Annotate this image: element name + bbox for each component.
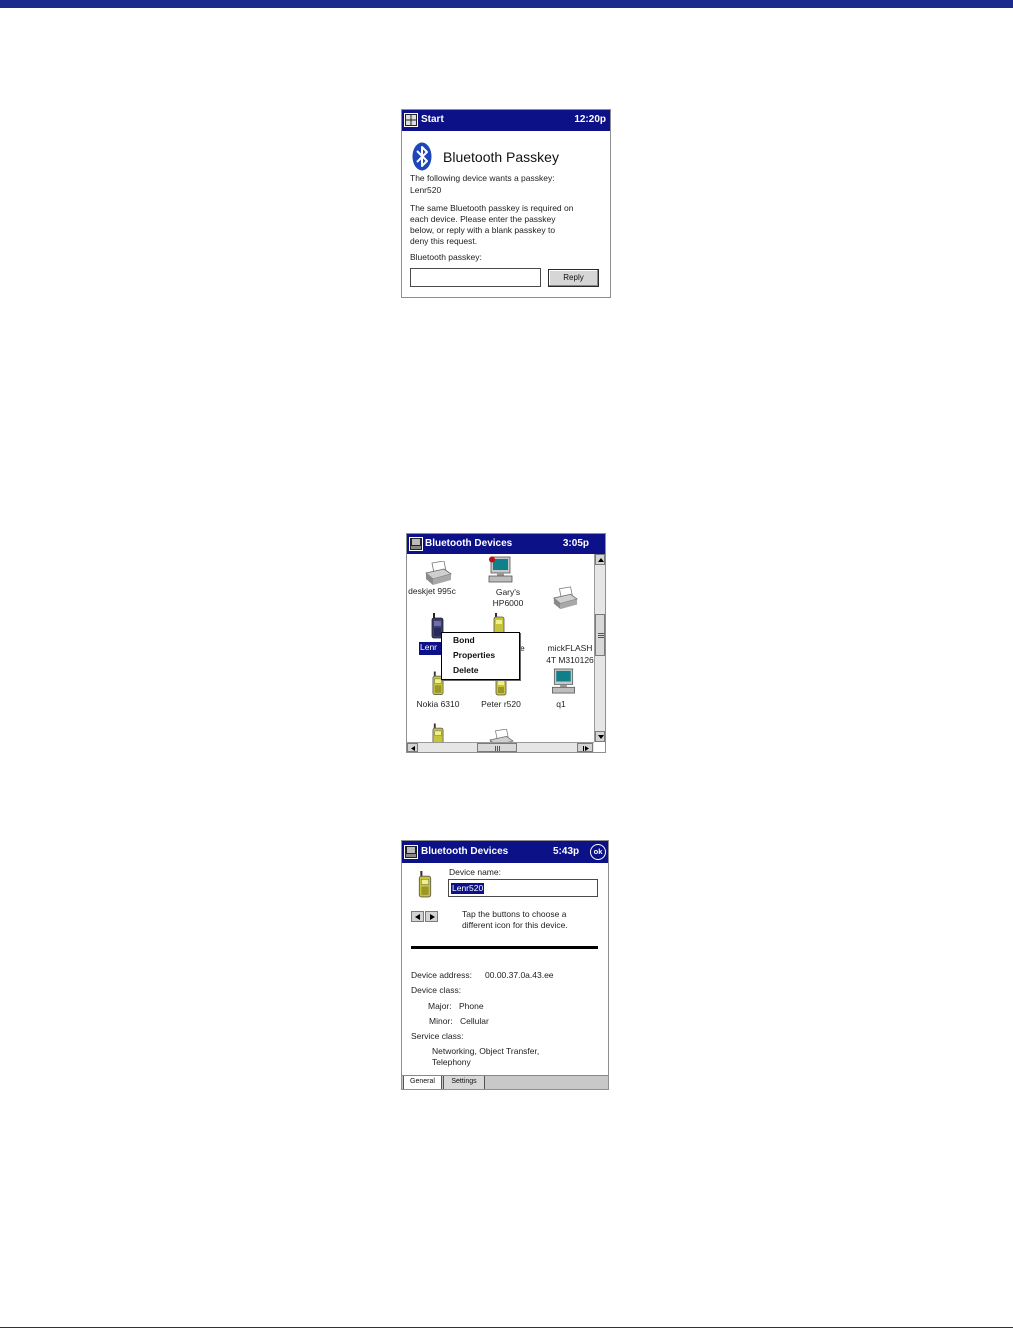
- properties-screenshot: [401, 840, 609, 1090]
- next-icon-button[interactable]: [425, 911, 438, 922]
- start-title[interactable]: Start: [421, 114, 444, 125]
- devices-icon[interactable]: [404, 845, 418, 859]
- page-header-bar: [0, 0, 1013, 8]
- context-menu: [441, 632, 520, 680]
- device-address-value: 00.00.37.0a.43.ee: [485, 970, 554, 980]
- device-label[interactable]: deskjet 995c: [408, 586, 456, 596]
- device-label[interactable]: Peter r520: [481, 699, 521, 709]
- printer-icon[interactable]: [424, 561, 452, 586]
- device-name-label: Device name:: [449, 867, 501, 877]
- major-class-value: Phone: [459, 1001, 484, 1011]
- menu-item-bond[interactable]: Bond: [453, 635, 475, 645]
- arrow-left-icon: [415, 914, 420, 920]
- window-title[interactable]: Bluetooth Devices: [425, 538, 513, 549]
- device-class-label: Device class:: [411, 985, 462, 995]
- scroll-thumb[interactable]: [595, 614, 605, 656]
- reply-button[interactable]: Reply: [548, 269, 599, 287]
- device-label[interactable]: HP6000: [492, 598, 524, 608]
- devices-screenshot: [406, 533, 606, 753]
- devices-icon[interactable]: [409, 537, 423, 551]
- scroll-right-button[interactable]: [577, 743, 593, 752]
- scroll-up-button[interactable]: [595, 554, 605, 565]
- ok-button[interactable]: ok: [590, 844, 606, 860]
- arrow-right-icon: [583, 746, 589, 751]
- menu-item-delete[interactable]: Delete: [453, 665, 479, 675]
- clock-time[interactable]: 12:20p: [574, 114, 606, 125]
- selected-device-label[interactable]: Lenr: [419, 642, 441, 655]
- major-class-label: Major:: [428, 1001, 452, 1011]
- bluetooth-icon: [412, 142, 432, 171]
- passkey-input[interactable]: [410, 268, 541, 287]
- icon-hint-line: Tap the buttons to choose a: [462, 909, 567, 919]
- device-name-field[interactable]: [448, 879, 598, 897]
- grip-icon: [495, 746, 500, 751]
- clock-time[interactable]: 5:43p: [553, 846, 580, 857]
- instructions-line: deny this request.: [410, 236, 478, 246]
- service-class-value: Telephony: [432, 1057, 471, 1067]
- device-label[interactable]: Gary's: [495, 587, 521, 597]
- icon-hint-line: different icon for this device.: [462, 920, 568, 930]
- device-label[interactable]: e: [520, 643, 525, 653]
- previous-icon-button[interactable]: [411, 911, 424, 922]
- scroll-thumb[interactable]: [477, 743, 517, 752]
- device-name-value: Lenr520: [452, 883, 484, 893]
- window-title[interactable]: Bluetooth Devices: [421, 846, 509, 857]
- device-label[interactable]: 4T M310126: [546, 655, 594, 665]
- computer-icon[interactable]: [551, 668, 576, 695]
- clock-time[interactable]: 3:05p: [562, 538, 589, 549]
- phone-icon: [417, 871, 433, 898]
- scroll-left-button[interactable]: [407, 743, 418, 752]
- arrow-up-icon: [598, 558, 604, 562]
- service-class-value: Networking, Object Transfer,: [432, 1046, 540, 1056]
- minor-class-label: Minor:: [429, 1016, 453, 1026]
- device-label[interactable]: q1: [556, 699, 566, 709]
- menu-item-properties[interactable]: Properties: [453, 650, 496, 660]
- start-flag-icon[interactable]: [404, 113, 418, 127]
- tab-general[interactable]: General: [403, 1076, 442, 1090]
- title-bar: [407, 534, 605, 554]
- vertical-scrollbar[interactable]: [594, 554, 605, 742]
- computer-icon[interactable]: [488, 556, 513, 584]
- horizontal-scrollbar[interactable]: [407, 742, 594, 752]
- arrow-right-icon: [430, 914, 435, 920]
- printer-icon[interactable]: [552, 586, 578, 611]
- tab-bar: [402, 1075, 608, 1090]
- requesting-device-name: Lenr520: [410, 185, 442, 195]
- instructions-line: The same Bluetooth passkey is required on: [410, 203, 574, 213]
- tab-settings[interactable]: Settings: [443, 1076, 485, 1090]
- instructions-line: each device. Please enter the passkey: [410, 214, 556, 224]
- scroll-down-button[interactable]: [595, 731, 605, 742]
- device-label[interactable]: Nokia 6310: [416, 699, 460, 709]
- arrow-left-icon: [411, 746, 415, 751]
- device-label[interactable]: mickFLASH: [547, 643, 593, 653]
- section-divider: [411, 946, 598, 949]
- page-footer-rule: [0, 1327, 1013, 1328]
- title-bar: [402, 110, 610, 131]
- device-address-label: Device address:: [411, 970, 472, 980]
- service-class-label: Service class:: [411, 1031, 464, 1041]
- request-text: The following device wants a passkey:: [410, 173, 555, 183]
- dialog-heading: Bluetooth Passkey: [443, 149, 559, 165]
- grip-icon: [598, 633, 604, 639]
- passkey-label: Bluetooth passkey:: [410, 252, 482, 262]
- passkey-screenshot: [401, 109, 611, 298]
- minor-class-value: Cellular: [460, 1016, 489, 1026]
- instructions-line: below, or reply with a blank passkey to: [410, 225, 556, 235]
- arrow-down-icon: [598, 735, 604, 739]
- title-bar: [402, 841, 608, 863]
